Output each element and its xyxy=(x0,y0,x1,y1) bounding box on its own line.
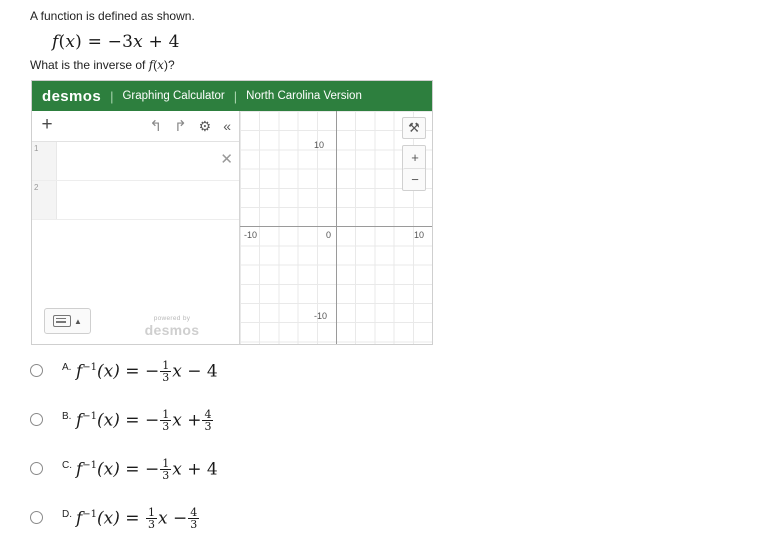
choice-b-const-den: 3 xyxy=(204,420,212,434)
question-prompt: A function is defined as shown. xyxy=(30,9,195,23)
function-definition xyxy=(52,32,772,52)
desmos-calculator-widget[interactable] xyxy=(31,80,433,345)
header-link-nc-version[interactable]: North Carolina Version xyxy=(246,90,362,102)
tick-label-x-right: 10 xyxy=(414,230,425,240)
wrench-icon[interactable]: ⚒ xyxy=(402,117,426,139)
tick-label-y-bottom: -10 xyxy=(314,311,328,321)
choice-letter-c: C. xyxy=(62,460,72,471)
zoom-out-button[interactable]: − xyxy=(403,168,426,190)
choice-c-frac-num: 1 xyxy=(162,456,170,470)
constant-term: 4 xyxy=(168,32,180,52)
powered-by-name: desmos xyxy=(144,322,200,338)
graph-canvas[interactable] xyxy=(240,111,432,344)
choice-b-operator: + xyxy=(187,410,202,431)
choice-letter-d: D. xyxy=(62,509,72,520)
powered-by-desmos xyxy=(127,315,217,338)
tick-label-origin: 0 xyxy=(326,230,332,240)
subprompt-paren-open: ( xyxy=(153,58,158,72)
choice-a-fraction xyxy=(160,360,171,384)
choice-c-args: (x) = xyxy=(97,459,140,480)
keyboard-icon xyxy=(53,315,71,327)
expression-panel[interactable] xyxy=(32,111,240,344)
plus-sign: + xyxy=(148,32,163,52)
expression-input-2[interactable] xyxy=(57,181,239,219)
desmos-logo: desmos xyxy=(42,87,102,105)
choice-c-constant: 4 xyxy=(206,459,218,480)
radio-button-b[interactable] xyxy=(30,413,43,426)
expression-index-2: 2 xyxy=(32,181,57,219)
question-subprompt xyxy=(30,58,772,72)
choice-b-exponent: −1 xyxy=(82,411,98,422)
header-link-graphing-calculator[interactable]: Graphing Calculator xyxy=(122,90,225,102)
header-separator-2: | xyxy=(233,88,238,104)
subprompt-text-before: What is the inverse of xyxy=(30,58,149,72)
undo-icon[interactable]: ↰ xyxy=(149,118,163,135)
choice-d-args: (x) = xyxy=(97,508,140,529)
choice-a-frac-den: 3 xyxy=(162,371,170,385)
choice-d-operator: − xyxy=(172,508,188,529)
answer-choices[interactable] xyxy=(30,358,742,554)
choice-d-frac-den: 3 xyxy=(147,518,155,532)
choice-letter-a: A. xyxy=(62,362,72,373)
choice-b-frac-num: 1 xyxy=(162,407,170,421)
choice-b-frac-den: 3 xyxy=(162,420,170,434)
keyboard-toggle-button[interactable] xyxy=(44,308,91,334)
function-variable: x xyxy=(65,32,76,52)
choice-b-function: f xyxy=(76,410,83,431)
radio-button-c[interactable] xyxy=(30,462,43,475)
radio-button-a[interactable] xyxy=(30,364,43,377)
choice-math-c xyxy=(76,456,218,482)
choice-d-frac-num: 1 xyxy=(147,505,155,519)
expression-row-1[interactable] xyxy=(32,142,239,181)
choice-d-function: f xyxy=(76,508,83,529)
graph-tools[interactable] xyxy=(402,117,426,191)
choice-c-sign: − xyxy=(144,459,160,480)
zoom-in-button[interactable]: + xyxy=(403,146,426,168)
choice-c-exponent: −1 xyxy=(82,460,98,471)
function-name: f xyxy=(52,32,59,52)
choice-a-operator: − xyxy=(187,361,202,382)
tick-label-x-left: -10 xyxy=(244,230,258,240)
choice-d-const-den: 3 xyxy=(190,518,198,532)
subprompt-text-after: )? xyxy=(163,58,175,72)
desmos-body xyxy=(32,111,432,344)
y-axis xyxy=(336,111,337,344)
rhs-variable: x xyxy=(133,32,143,52)
expression-toolbar xyxy=(32,111,239,142)
expression-row-2[interactable] xyxy=(32,181,239,220)
expression-index-1: 1 xyxy=(32,142,57,180)
zoom-controls[interactable] xyxy=(402,145,426,191)
desmos-header xyxy=(32,81,432,111)
choice-b[interactable] xyxy=(30,407,742,456)
choice-d-constant-fraction xyxy=(188,507,199,531)
powered-by-label: powered by xyxy=(153,315,191,322)
radio-button-d[interactable] xyxy=(30,511,43,524)
coefficient: −3 xyxy=(107,32,134,52)
choice-d-variable: x xyxy=(157,508,168,529)
choice-letter-b: B. xyxy=(62,411,72,422)
paren-open: ( xyxy=(58,32,66,52)
add-expression-button[interactable]: + xyxy=(41,114,53,135)
choice-math-b xyxy=(76,407,214,433)
choice-b-sign: − xyxy=(144,410,160,431)
choice-a-exponent: −1 xyxy=(82,362,98,373)
header-separator-1: | xyxy=(110,88,114,104)
choice-d-fraction xyxy=(146,507,157,531)
tick-label-y-top: 10 xyxy=(314,140,325,150)
gear-icon[interactable]: ⚙ xyxy=(198,117,212,134)
choice-b-fraction xyxy=(160,409,171,433)
choice-a-frac-num: 1 xyxy=(162,358,170,372)
choice-c-function: f xyxy=(76,459,83,480)
equals-sign: = xyxy=(87,32,103,52)
choice-c-fraction xyxy=(160,458,171,482)
subprompt-variable: x xyxy=(157,58,164,72)
redo-icon[interactable]: ↱ xyxy=(174,118,187,135)
choice-b-constant-fraction xyxy=(202,409,213,433)
choice-a-sign: − xyxy=(144,361,160,382)
chevron-left-double-icon[interactable]: « xyxy=(223,118,231,134)
choice-a[interactable] xyxy=(30,358,742,407)
close-icon[interactable]: ✕ xyxy=(220,151,233,168)
choice-c[interactable] xyxy=(30,456,742,505)
choice-math-a xyxy=(76,358,218,384)
choice-d[interactable] xyxy=(30,505,742,554)
expression-list[interactable] xyxy=(32,142,239,220)
subprompt-function: f xyxy=(148,58,154,72)
choice-a-function: f xyxy=(76,361,83,382)
choice-c-frac-den: 3 xyxy=(162,469,170,483)
paren-close: ) xyxy=(75,32,82,52)
choice-math-d xyxy=(76,505,200,531)
choice-b-variable: x xyxy=(172,410,182,431)
choice-c-variable: x xyxy=(172,459,182,480)
choice-a-args: (x) = xyxy=(97,361,140,382)
question-block xyxy=(0,0,772,72)
choice-c-operator: + xyxy=(187,459,202,480)
choice-d-const-num: 4 xyxy=(190,505,198,519)
choice-a-variable: x xyxy=(172,361,182,382)
choice-b-args: (x) = xyxy=(97,410,140,431)
caret-up-icon: ▲ xyxy=(74,316,82,326)
choice-d-exponent: −1 xyxy=(82,509,98,520)
expression-input-1[interactable] xyxy=(57,142,239,180)
choice-b-const-num: 4 xyxy=(204,407,212,421)
choice-a-constant: 4 xyxy=(206,361,218,382)
